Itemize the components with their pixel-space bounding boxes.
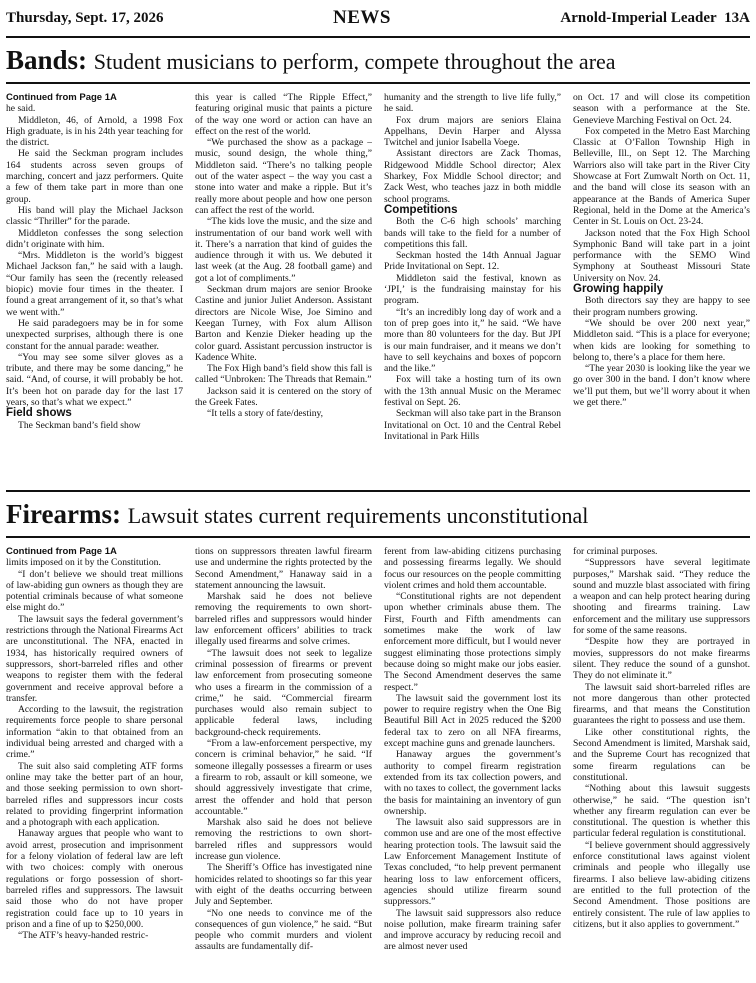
firearms-deck: Lawsuit states current requirements unconstitutional: [127, 503, 589, 528]
paragraph: this year is called “The Ripple Effect,” featuring original music that paints a picture of the way one word or action can have an effect on the rest of the world.: [195, 92, 372, 137]
paper-name: Arnold-Imperial Leader: [560, 9, 717, 26]
firearms-column-3: [384, 546, 561, 976]
paragraph: The lawsuit also said suppressors are in common use and are one of the most effective hearing protection tools. The lawsuit said the Law Enforcement Management Institute of Texas concluded, “to help prevent permanent hearing loss to law enforcement officers, agencies should utilize firearm sound suppressors.”: [384, 817, 561, 908]
paragraph: “It tells a story of fate/destiny,: [207, 408, 324, 420]
paragraph: Marshak also said he does not believe removing the restrictions to own short-barreled rifles and suppressors would increase gun violence.: [195, 817, 372, 863]
bands-jump-line: Continued from Page 1A: [6, 92, 117, 103]
story-divider: [6, 490, 750, 492]
paragraph: “We should be over 200 next year,” Middleton said. “This is a place for everyone; when kids are looking for something to belong to, there’s a place for them here.: [573, 317, 750, 363]
bands-column-4: [573, 92, 750, 484]
paragraph: “It’s an incredibly long day of work and a ton of prep goes into it,” he said. “We have more than 80 volunteers for the day. But JPI is our main fundraiser, and it means we don’t have to sell keychains and boxes of popcorn and the like.”: [384, 306, 561, 375]
paragraph: “We purchased the show as a package – music, sound design, the whole thing,” Middleton said. “There’s no talking people out of the water aspect – the way you cast a stone into water and make a ripple. But it’s really more about people and how one person can affect the rest of the world.: [195, 137, 372, 216]
paragraph: The lawsuit says the federal government’s restrictions through the National Firearms Act are unconstitutional. The NFA, enacted in 1934, has historically required owners of suppressors, short-barreled rifles and other weapons to register them with the federal government and receive approval before a transfer.: [6, 613, 183, 704]
paragraph: The suit also said completing ATF forms online may take the better part of an hour, and those seeking permission to own short-barreled rifles and suppressors incur costs related to providing fingerprint information and a photograph with each application.: [6, 760, 183, 829]
subhead-field-shows: Field shows: [6, 407, 72, 420]
subhead-growing-happily: Growing happily: [573, 283, 664, 296]
firearms-kicker: Firearms:: [6, 499, 121, 529]
running-header: [6, 0, 750, 38]
paragraph: Seckman will also take part in the Branson Invitational on Oct. 10 and the Central Rebel Invitational in Park Hills: [384, 408, 561, 442]
paragraph: Marshak said he does not believe removing the requirements to own short-barreled rifles and suppressors would hinder law enforcement officers’ abilities to track illegally used firearms and solve crimes.: [195, 591, 372, 648]
paragraph: humanity and the strength to live life fully,” he said.: [384, 92, 561, 115]
paragraph: The Seckman band’s field show: [18, 419, 141, 431]
paragraph: The lawsuit said suppressors also reduce noise pollution, make firearm training safer and improve accuracy by reducing recoil and are almost never used: [384, 907, 561, 953]
paragraph: “From a law-enforcement perspective, my concern is criminal behavior,” he said. “If someone illegally possesses a firearm or uses a firearm to rob, assault or kill someone, we should aggressively investigate that crime, arrest the offender and hold that person accountable.”: [195, 738, 372, 817]
paragraph: “The year 2030 is looking like the year we go over 300 in the band. I don’t know where we’ll put them, but we’ll worry about it when we get there.”: [573, 363, 750, 409]
bands-headline: [6, 44, 750, 78]
paragraph: Assistant directors are Zack Thomas, Ridgewood Middle School director; Alex Sharkey, Fox Middle School director; and Zack West, who teaches jazz in both middle school programs.: [384, 148, 561, 205]
paragraph: Seckman drum majors are senior Brooke Castine and junior Juliet Anderson. Assistant directors are Nicole Wise, Joe Simino and Keegan Turney, with Fox alum Allison Barton and Kenzie Dieker heading up the color guard. Assistant percussion instructor is Kadence White.: [195, 284, 372, 363]
paragraph: Fox will take a hosting turn of its own with the 13th annual Music on the Meramec festival on Sept. 26.: [384, 374, 561, 409]
paragraph: “The kids love the music, and the size and instrumentation of our band work well with it. There’s a narration that kind of guides the audience through it with us. We debuted it last week (at the Aug. 28 football game) and got a lot of compliments.”: [195, 216, 372, 284]
firearms-headline: [6, 498, 750, 532]
bands-columns: [6, 92, 750, 484]
paragraph: “Constitutional rights are not dependent upon whether criminals abuse them. The First, Fourth and Fifth amendments can sometimes make the work of law enforcement more difficult, but I would never suggest eliminating those protections simply because doing so might make our jobs easier. The Second Amendment deserves the same respect.”: [384, 591, 561, 693]
paragraph: Middleton, 46, of Arnold, a 1998 Fox High graduate, is in his 24th year teaching for the district.: [6, 114, 183, 149]
paragraph: Seckman hosted the 14th Annual Jaguar Pride Invitational on Sept. 12.: [384, 250, 561, 273]
paragraph: “The ATF’s heavy-handed restric-: [18, 930, 149, 942]
paragraph: for criminal purposes.: [573, 546, 658, 557]
bands-column-2: [195, 92, 372, 484]
bands-deck: Student musicians to perform, compete throughout the area: [93, 49, 616, 74]
paragraph: Fox drum majors are seniors Elaina Appelhans, Devin Harper and Alyssa Twitchel and junior Isabella Voege.: [384, 114, 561, 149]
paragraph: ferent from law-abiding citizens purchasing and possessing firearms legally. We should focus our resources on the people committing violent crimes and hold them accountable.: [384, 546, 561, 591]
paragraph: Jackson said it is centered on the story of the Greek Fates.: [195, 385, 372, 409]
paragraph: Middleton confesses the song selection didn’t originate with him.: [6, 227, 183, 250]
paragraph: Like other constitutional rights, the Second Amendment is limited, Marshak said, and the Supreme Court has recognized that some firearm regulations can be constitutional.: [573, 726, 750, 783]
paragraph: Fox competed in the Metro East Marching Classic at O’Fallon Township High in Belleville, Ill., on Sept 12. The Marching Warriors also will take part in the River City Showcase at Fort Zumwalt North on Oct. 11, and the band will close its season with an appearance at the Bands of America Super Regional, held in the Dome at the America’s Center in St. Louis on Oct. 23-24.: [573, 125, 750, 228]
paragraph: Both the C-6 high schools’ marching bands will take to the field for a number of competitions this fall.: [384, 216, 561, 250]
page-number: 13A: [724, 9, 750, 26]
paragraph: His band will play the Michael Jackson classic “Thriller” for the parade.: [6, 204, 183, 228]
paragraph: “I believe government should aggressively enforce constitutional laws against violent criminals and people who illegally use firearms. I also believe law-abiding citizens are entitled to the full protection of the Second Amendment. Those positions are entirely consistent. The rule of law applies to citizens, but it also applies to government.”: [573, 839, 750, 930]
paragraph: Hanaway argues that people who want to avoid arrest, prosecution and imprisonment for a felony violation of federal law are left with two choices: comply with onerous regulations or forgo possession of short-barreled rifles and suppressors. The lawsuit said those who do not have proper registration could face up to 10 years in prison and a fine of up to $250,000.: [6, 828, 183, 930]
paragraph: The Sheriff’s Office has investigated nine homicides related to shootings so far this year with eight of the deaths occurring between July and September.: [195, 862, 372, 908]
paragraph: limits imposed on it by the Constitution.: [6, 557, 161, 569]
firearms-column-4: [573, 546, 750, 976]
issue-date: Thursday, Sept. 17, 2026: [6, 9, 164, 26]
paragraph: on Oct. 17 and will close its competition season with a performance at the Ste. Genevieve Marching Festival on Oct. 24.: [573, 92, 750, 126]
paragraph: Middleton said the festival, known as ‘JPI,’ is the fundraising mainstay for his program.: [384, 272, 561, 307]
bands-story: [6, 44, 750, 484]
paragraph: The lawsuit said the government lost its power to require registry when the One Big Beautiful Bill Act in 2025 reduced the $200 federal tax to zero on all NFA firearms, except machine guns and grenade launchers.: [384, 692, 561, 750]
paragraph: “The lawsuit does not seek to legalize criminal possession of firearms or prevent law enforcement from prosecuting someone who uses a firearm in the commission of a crime,” he said. “Commercial firearm purchases would also remain subject to applicable federal laws, including background-check requirements.: [195, 647, 372, 738]
firearms-column-1: [6, 546, 183, 976]
paragraph: Hanaway argues the government’s authority to compel firearm registration extended from its tax collection powers, and with no taxes to collect, the government lacks the basis for maintaining an inventory of gun ownership.: [384, 749, 561, 817]
paragraph: The Fox High band’s field show this fall is called “Unbroken: The Threads that Remain.”: [195, 363, 372, 386]
paragraph: “You may see some silver gloves as a tribute, and there may be some dancing,” he said. “And, of course, it will probably be hot. It’s been hot on parade day for the last 17 years, so that’s what we expect.”: [6, 351, 183, 409]
paragraph: “Suppressors have several legitimate purposes,” Marshak said. “They reduce the sound and muzzle blast associated with firing a weapon and can help protect hearing during shooting and firearms training. Law enforcement and the military use suppressors for some of the same reasons.: [573, 557, 750, 637]
paragraph: he said.: [6, 103, 36, 115]
paragraph: “Despite how they are portrayed in movies, suppressors do not make firearms silent. They reduce the sound of a gunshot. They do not eliminate it.”: [573, 636, 750, 682]
paragraph: “Nothing about this lawsuit suggests otherwise,” he said. “The question isn’t whether any firearm regulation can ever be constitutional. The question is whether this particular federal regulation is constitutional.: [573, 783, 750, 840]
paper-page: [560, 10, 750, 27]
paragraph: He said the Seckman program includes 164 students across seven groups of marching, concert and jazz performers. Quite a few of them take part in more than one group.: [6, 148, 183, 205]
paragraph: “No one needs to convince me of the consequences of gun violence,” he said. “But people who commit murders and violent assaults are fundamentally dif-: [195, 907, 372, 953]
subhead-competitions: Competitions: [384, 203, 458, 216]
paragraph: “Mrs. Middleton is the world’s biggest Michael Jackson fan,” he said with a laugh. “Our family has seen the (recently released biopic) movie four times in the theater. I found a great arrangement of it, so that’s what we went with.”: [6, 250, 183, 318]
firearms-columns: [6, 546, 750, 976]
section-name: NEWS: [333, 7, 391, 28]
paragraph: The lawsuit said short-barreled rifles are not more dangerous than other protected firearms, and that means the Constitution guarantees the right to possess and use them.: [573, 681, 750, 727]
paragraph: According to the lawsuit, the registration requirements force people to share personal information “akin to that obtained from an individual being arrested and charged with a crime.”: [6, 704, 183, 761]
firearms-story: [6, 498, 750, 976]
paragraph: Both directors say they are happy to see their program numbers growing.: [573, 295, 750, 318]
paragraph: “I don’t believe we should treat millions of law-abiding gun owners as though they are potential criminals because of what someone else might do.”: [6, 568, 183, 614]
paragraph: tions on suppressors threaten lawful firearm use and undermine the rights protected by the Second Amendment,” Hanaway said in a statement announcing the lawsuit.: [195, 546, 372, 591]
firearms-jump-line: Continued from Page 1A: [6, 546, 117, 557]
bands-kicker: Bands:: [6, 45, 88, 75]
bands-column-1: [6, 92, 183, 484]
bands-column-3: [384, 92, 561, 484]
paragraph: He said paradegoers may be in for some unexpected surprises, although there is one constant for the annual parade: weather.: [6, 317, 183, 352]
firearms-column-2: [195, 546, 372, 976]
paragraph: Jackson noted that the Fox High School Symphonic Band will take part in a joint performance with the SEMO Wind Symphony at Southeast Missouri State University on Nov. 24.: [573, 227, 750, 284]
